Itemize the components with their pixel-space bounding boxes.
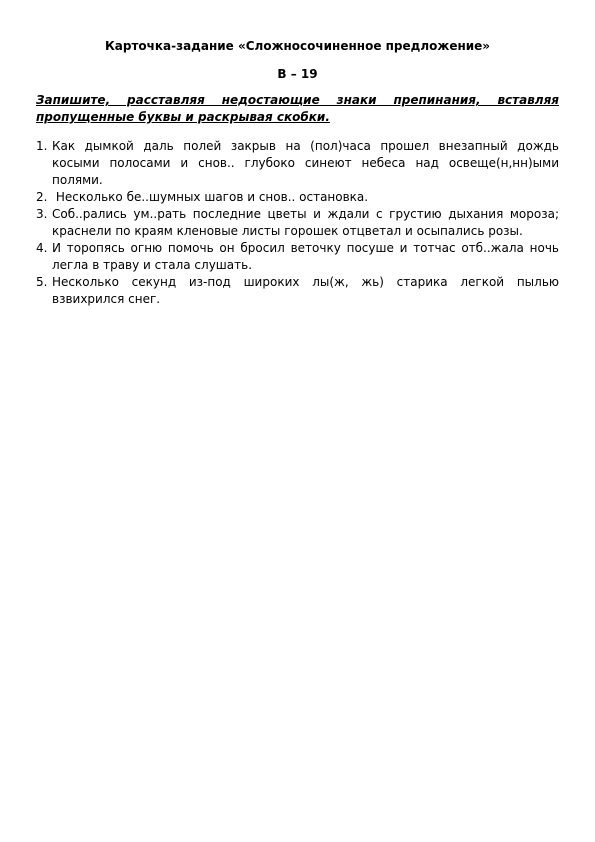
task-text: Несколько бе..шумных шагов и снов.. остановка. bbox=[52, 190, 369, 204]
task-number: 3. bbox=[36, 207, 48, 221]
task-item bbox=[36, 189, 559, 206]
task-text: Как дымкой даль полей закрыв на (пол)часа прошел внезапный дождь косыми полосами и снов.. глубоко синеют небеса над освеще(н,нн)ыми полями. bbox=[52, 139, 559, 187]
task-number: 5. bbox=[36, 275, 48, 289]
task-text: Соб..рались ум..рать последние цветы и ждали с грустию дыхания мороза; краснели по краям кленовые листы горошек отцветал и осыпались розы. bbox=[52, 207, 559, 238]
task-item bbox=[36, 274, 559, 308]
task-text: И торопясь огню помочь он бросил веточку посуше и тотчас отб..жала ночь легла в траву и стала слушать. bbox=[52, 241, 559, 272]
task-text: Несколько секунд из-под широких лы(ж, жь) старика легкой пылью взвихрился снег. bbox=[52, 275, 559, 306]
task-number: 2. bbox=[36, 190, 48, 204]
task-item bbox=[36, 240, 559, 274]
task-list bbox=[36, 138, 559, 308]
variant-label: В – 19 bbox=[277, 67, 318, 81]
task-instruction: Запишите, расставляя недостающие знаки препинания, вставляя пропущенные буквы и раскрывая скобки. bbox=[36, 93, 559, 124]
task-number: 1. bbox=[36, 139, 48, 153]
document-title: Карточка-задание «Сложносочиненное предложение» bbox=[104, 39, 491, 53]
task-item bbox=[36, 206, 559, 240]
task-item bbox=[36, 138, 559, 189]
task-number: 4. bbox=[36, 241, 48, 255]
